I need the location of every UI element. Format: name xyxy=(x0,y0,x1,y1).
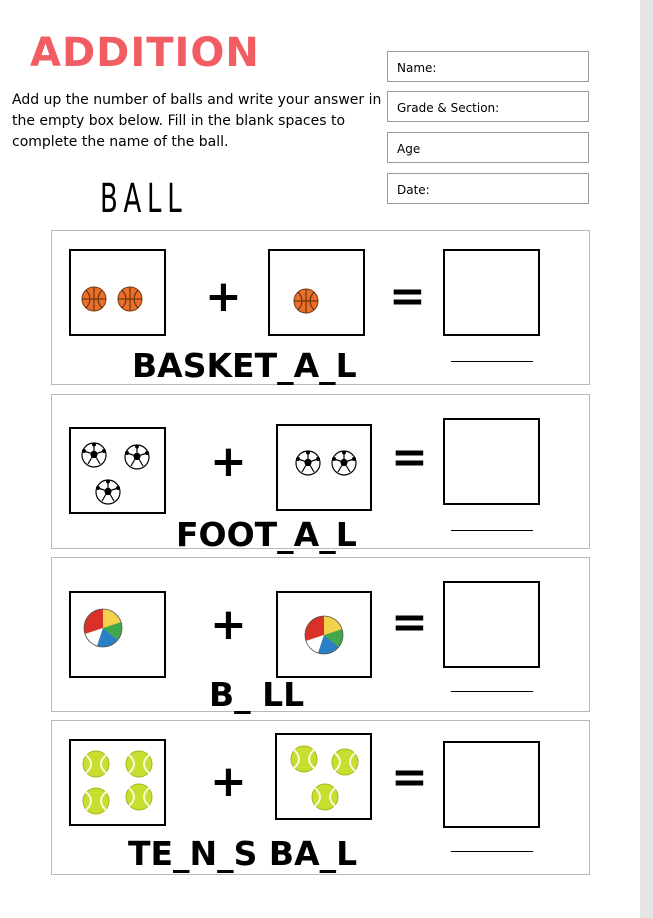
beach-ball-icon xyxy=(304,615,344,655)
beach-ball-icon xyxy=(83,608,123,648)
tennis-ball-icon xyxy=(82,750,110,778)
instructions-text: Add up the number of balls and write your answer in the empty box below. Fill in the blank spaces to complete the name of the ball. xyxy=(12,92,382,150)
soccer-ball-icon xyxy=(81,442,107,468)
tennis-ball-icon xyxy=(331,748,359,776)
basketball-icon xyxy=(81,286,107,312)
equals-sign: = xyxy=(391,752,428,803)
answer-box[interactable] xyxy=(443,581,540,668)
plus-sign: + xyxy=(210,599,247,650)
right-ball-box xyxy=(275,733,372,820)
left-ball-box xyxy=(69,249,166,336)
answer-box[interactable] xyxy=(443,741,540,828)
plus-sign: + xyxy=(205,271,242,322)
left-ball-box xyxy=(69,739,166,826)
tennis-ball-icon xyxy=(82,787,110,815)
ball-name-word: FOOT_A_L xyxy=(176,515,357,554)
answer-box[interactable] xyxy=(443,418,540,505)
left-ball-box xyxy=(69,427,166,514)
grade-section-field[interactable]: Grade & Section: xyxy=(387,91,589,122)
soccer-ball-icon xyxy=(95,479,121,505)
soccer-ball-icon xyxy=(331,450,357,476)
equals-sign: = xyxy=(391,597,428,648)
basketball-icon xyxy=(293,288,319,314)
page-title: ADDITION xyxy=(30,30,260,76)
tennis-ball-icon xyxy=(125,750,153,778)
date-field[interactable]: Date: xyxy=(387,173,589,204)
ball-name-word: TE_N_S BA_L xyxy=(128,834,358,873)
answer-line[interactable] xyxy=(451,691,533,692)
tennis-ball-icon xyxy=(125,783,153,811)
age-field[interactable]: Age xyxy=(387,132,589,163)
answer-line[interactable] xyxy=(451,530,533,531)
ball-name-word: BASKET_A_L xyxy=(132,346,357,385)
page-edge xyxy=(640,0,653,918)
right-ball-box xyxy=(268,249,365,336)
answer-line[interactable] xyxy=(451,361,533,362)
soccer-ball-icon xyxy=(124,444,150,470)
answer-box[interactable] xyxy=(443,249,540,336)
ball-name-word: B_ LL xyxy=(209,675,305,714)
basketball-icon xyxy=(117,286,143,312)
plus-sign: + xyxy=(210,436,247,487)
right-ball-box xyxy=(276,424,372,511)
answer-line[interactable] xyxy=(451,851,533,852)
equals-sign: = xyxy=(389,271,426,322)
right-ball-box xyxy=(276,591,372,678)
soccer-ball-icon xyxy=(295,450,321,476)
ball-heading: BALL xyxy=(100,176,188,222)
tennis-ball-icon xyxy=(311,783,339,811)
plus-sign: + xyxy=(210,756,247,807)
left-ball-box xyxy=(69,591,166,678)
name-field[interactable]: Name: xyxy=(387,51,589,82)
tennis-ball-icon xyxy=(290,745,318,773)
equals-sign: = xyxy=(391,432,428,483)
